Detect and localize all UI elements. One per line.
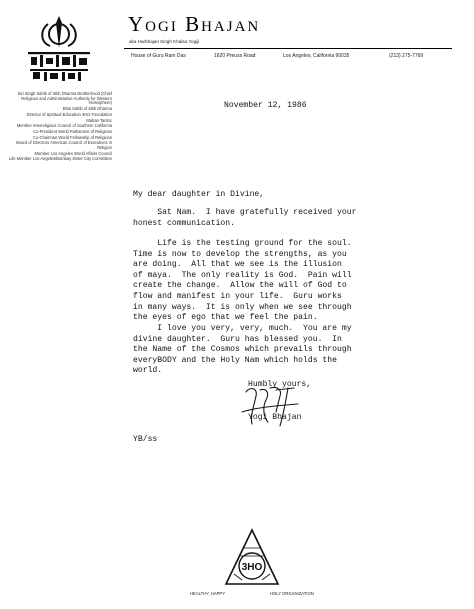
signature-name: Yogi Bhajan xyxy=(248,413,302,422)
title-item: Mahan Tantric xyxy=(86,117,112,123)
title-item: Member Interreligious Council of Southern California xyxy=(16,123,112,129)
title-item: Board of Directors American Council of Executives in Religion xyxy=(16,140,112,151)
address-city: Los Angeles, California 90035 xyxy=(283,53,350,59)
letterhead-name: Yogi Bhajan xyxy=(128,12,261,36)
letterhead-aka: aka Harbhajan Singh Khalsa Yogiji xyxy=(129,39,200,44)
address-street: 1620 Preuss Road xyxy=(214,53,256,59)
typist-initials: YB/ss xyxy=(133,435,158,444)
title-item: Director of Spiritual Education 3HO Foundation xyxy=(26,111,112,117)
handwritten-signature xyxy=(232,382,312,434)
letter-paragraph: I love you very, very, much. You are my divine daughter. Guru has blessed you. In the Name of the Cosmos which prevails through everyBODY and the Holy Nam which holds the world. xyxy=(133,324,352,376)
3ho-emblem-text: 3HO xyxy=(241,562,263,573)
title-item: Siri Singh Sahib of Sikh Dharma Brotherhood (Chief Religious and Administrative Authority for Western Hemisphere) xyxy=(17,91,112,106)
address-phone: (213) 275-7769 xyxy=(389,53,424,59)
footer-left-text: HEALTHY, HAPPY xyxy=(190,591,225,596)
letterhead-rule xyxy=(124,48,452,49)
address-org: House of Guru Ram Das xyxy=(131,53,186,59)
title-item: Bhai Sahib of Sikh Dharma xyxy=(62,106,112,112)
khanda-emblem-icon xyxy=(22,14,96,82)
letter-closing: Humbly yours, xyxy=(248,380,312,389)
letter-paragraph: Life is the testing ground for the soul. Time is now to develop the strengths, as you are doing. All that we see is the illusion of maya. The only reality is God. Pain will create the change. Allow the will of God to flow and manifest in your life. Guru works in many ways. It is only when we see through the eyes of ego that we feel the pain. xyxy=(133,239,352,323)
letter-paragraph: Sat Nam. I have gratefully received your honest communication. xyxy=(133,208,357,228)
3ho-emblem-icon xyxy=(224,528,280,590)
title-item: Life Member Los Angeles/Bombay Sister City Committee xyxy=(8,156,112,162)
titles-column xyxy=(2,92,112,163)
letter-date: November 12, 1986 xyxy=(224,101,307,110)
footer-right-text: HOLY ORGANIZATION xyxy=(270,591,314,596)
title-item: Co-President World Parliament of Religions xyxy=(33,128,112,134)
title-item: Member Los Angeles World Affairs Council xyxy=(34,150,112,156)
title-item: Co-Chairman World Fellowship of Religions xyxy=(32,134,112,140)
letter-salutation: My dear daughter in Divine, xyxy=(133,190,265,199)
